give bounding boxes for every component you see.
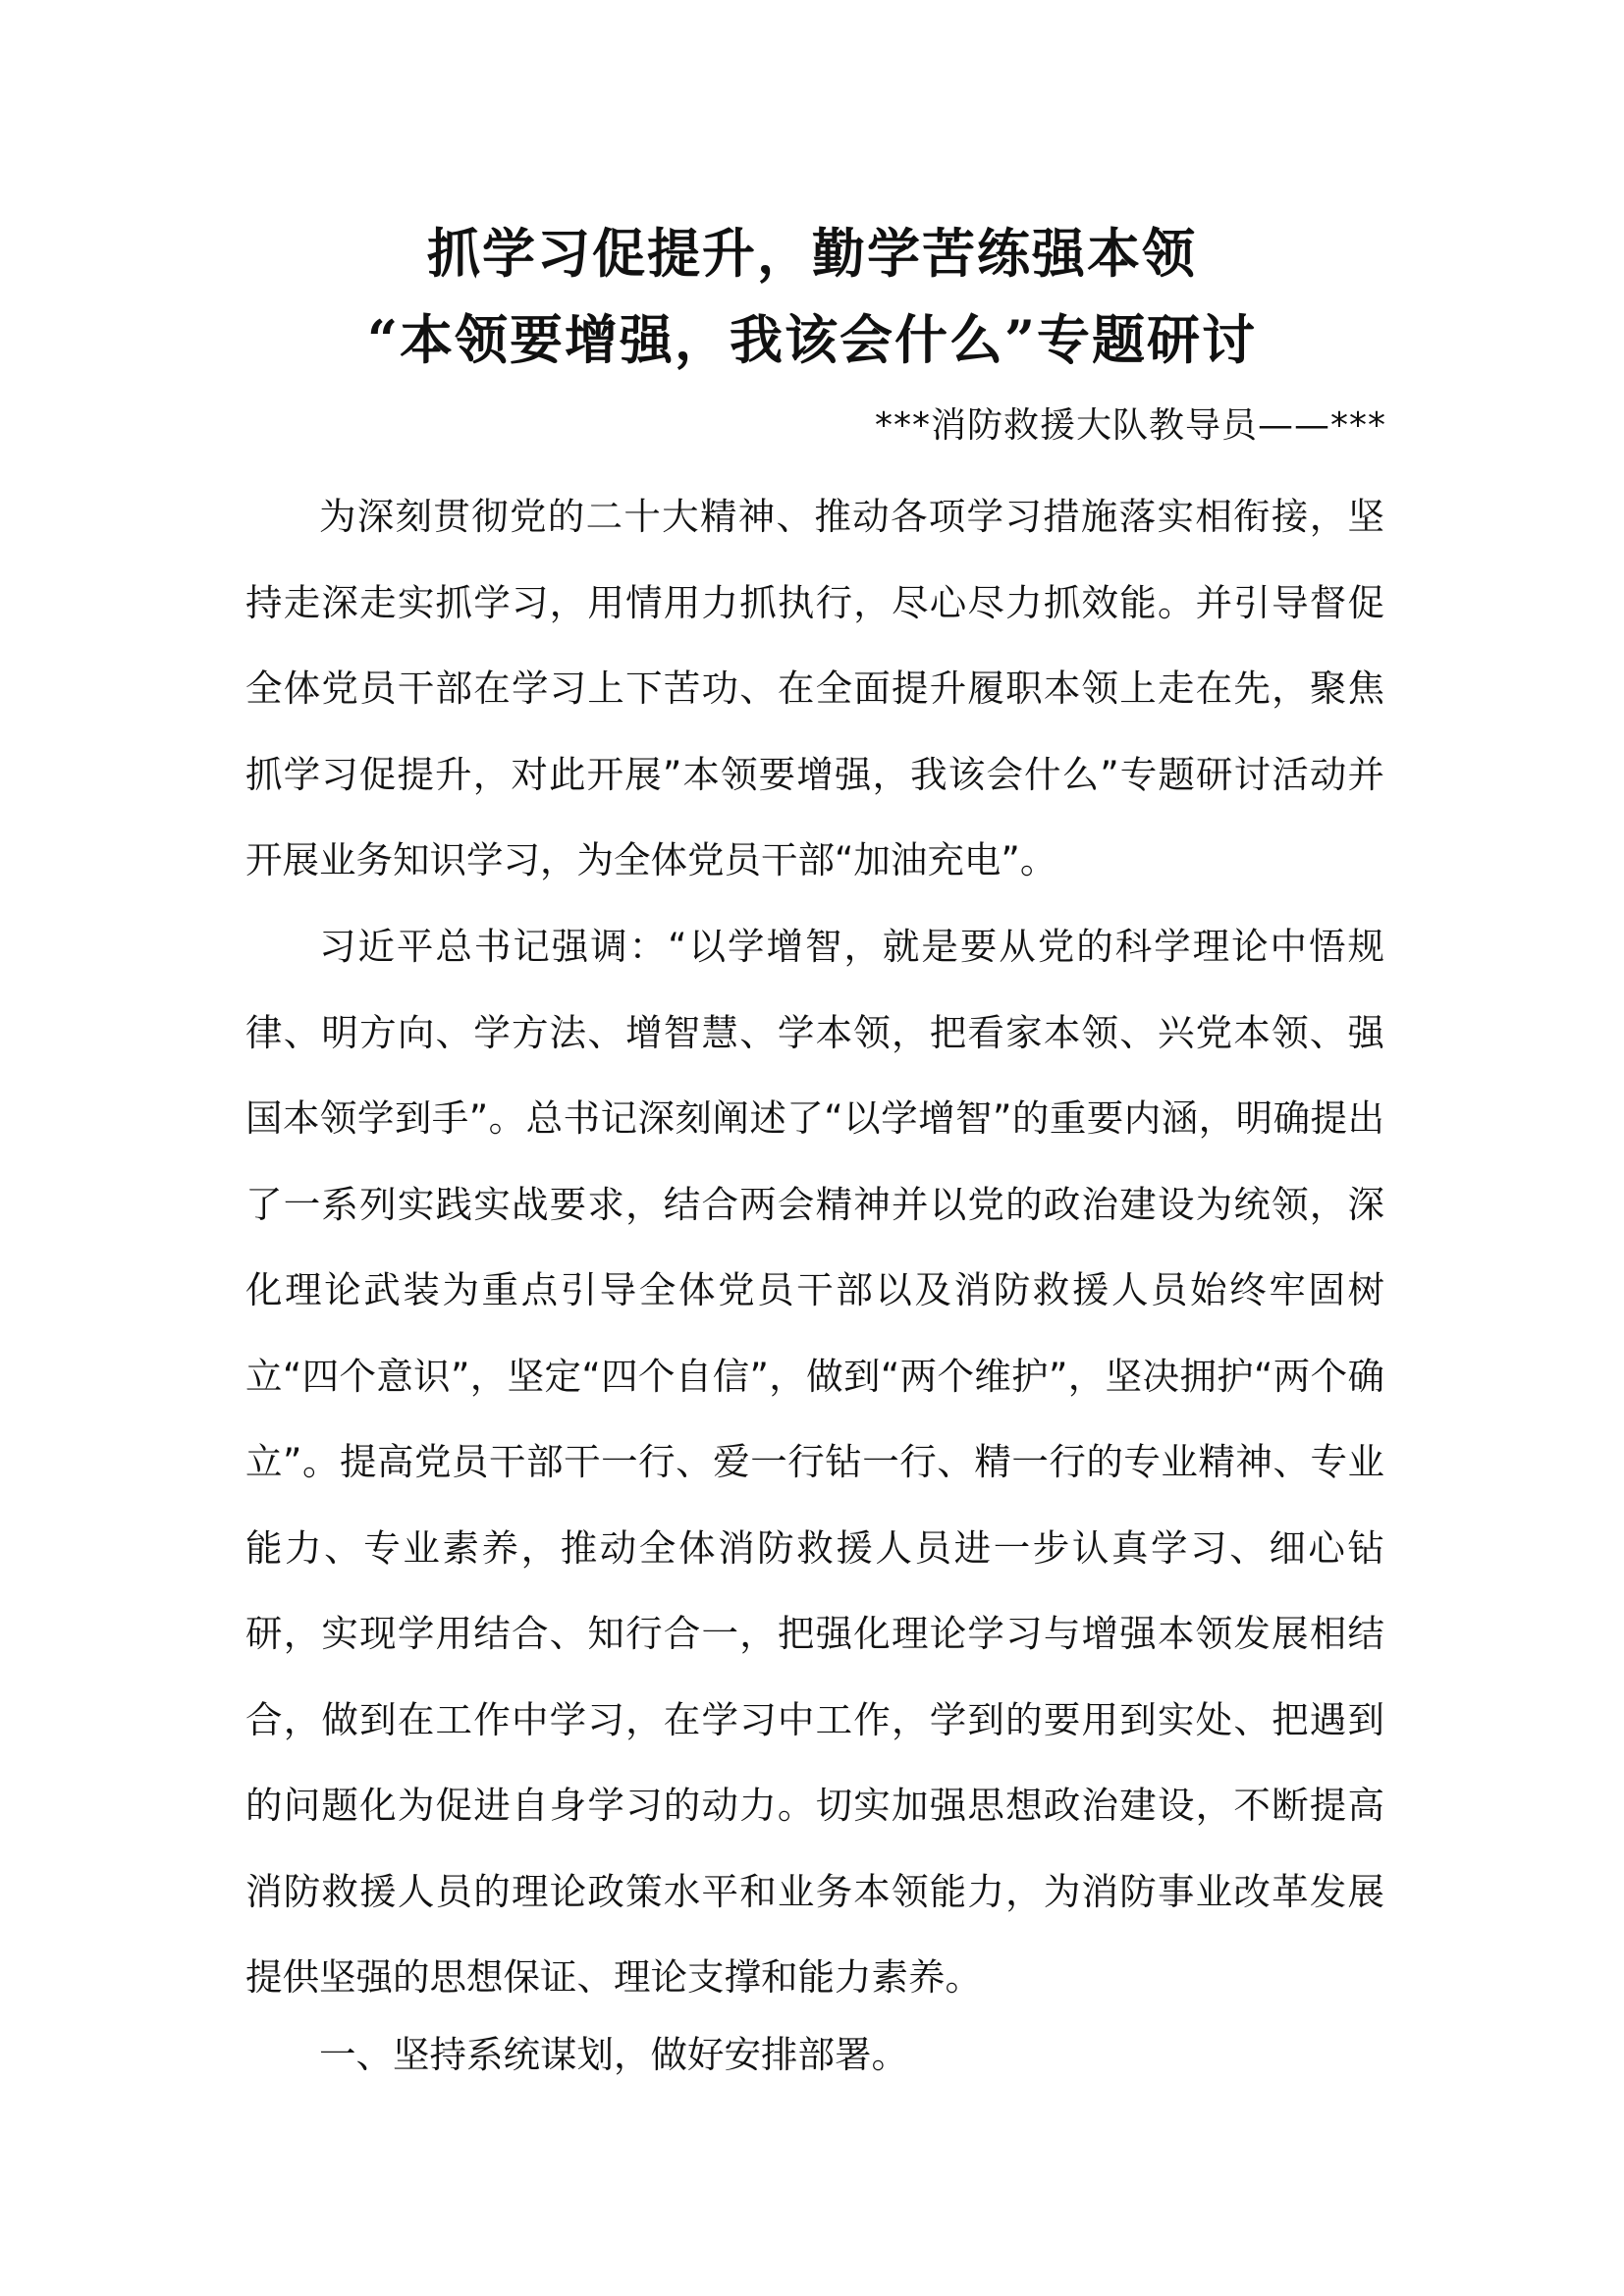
document-title-line1: 抓学习促提升，勤学苦练强本领	[427, 222, 1197, 285]
body-paragraph: 习近平总书记强调：“以学增智，就是要从党的科学理论中悟规律、明方向、学方法、增智慧、学本领，把看家本领、兴党本领、强国本领学到手”。总书记深刻阐述了“以学增智”的重要内涵，明确提出了一系列实践实战要求，结合两会精神并以党的政治建设为统领，深化理论武装为重点引导全体党员干部以及消防救援人员始终牢固树立“四个意识”，坚定“四个自信”，做到“两个维护”，坚决拥护“两个确立”。提高党员干部干一行、爱一行钻一行、精一行的专业精神、专业能力、专业素养，推动全体消防救援人员进一步认真学习、细心钻研，实现学用结合、知行合一，把强化理论学习与增强本领发展相结合，做到在工作中学习，在学习中工作，学到的要用到实处、把遇到的问题化为促进自身学习的动力。切实加强思想政治建设，不断提高消防救援人员的理论政策水平和业务本领能力，为消防事业改革发展提供坚强的思想保证、理论支撑和能力素养。	[245, 925, 1384, 1999]
section-heading: 一、坚持系统谋划，做好安排部署。	[319, 2033, 908, 2076]
document-title-line2: “本领要增强，我该会什么”专题研讨	[366, 308, 1258, 371]
body-paragraph: 为深刻贯彻党的二十大精神、推动各项学习措施落实相衔接，坚持走深走实抓学习，用情用力抓执行，尽心尽力抓效能。并引导督促全体党员干部在学习上下苦功、在全面提升履职本领上走在先，聚焦抓学习促提升，对此开展”本领要增强，我该会什么”专题研讨活动并开展业务知识学习，为全体党员干部“加油充电”。	[245, 495, 1384, 881]
author-byline: ***消防救援大队教导员——***	[874, 405, 1386, 446]
